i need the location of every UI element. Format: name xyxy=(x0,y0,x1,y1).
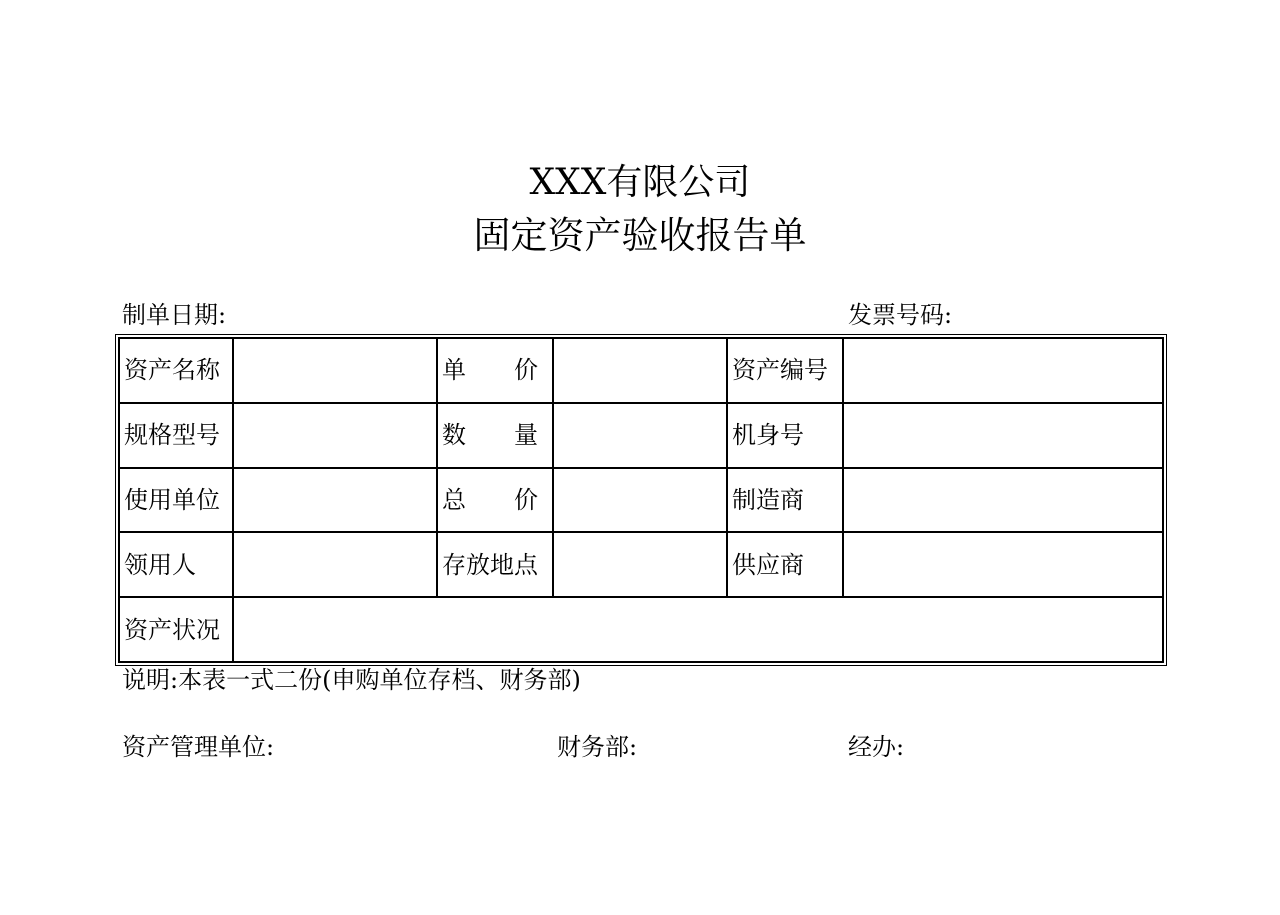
total-price-field[interactable] xyxy=(553,468,727,533)
finance-department-label: 财务部: xyxy=(557,733,638,761)
model-spec-label: 规格型号 xyxy=(119,403,233,468)
recipient-label: 领用人 xyxy=(119,532,233,597)
unit-price-field[interactable] xyxy=(553,338,727,403)
asset-status-label: 资产状况 xyxy=(119,597,233,662)
company-name: XXX有限公司 xyxy=(529,162,751,203)
manufacturer-field[interactable] xyxy=(843,468,1163,533)
creation-date-label: 制单日期: xyxy=(122,301,227,329)
table-row xyxy=(119,403,1163,468)
quantity-label: 数 量 xyxy=(437,403,553,468)
supplier-field[interactable] xyxy=(843,532,1163,597)
asset-name-label: 资产名称 xyxy=(119,338,233,403)
manufacturer-label: 制造商 xyxy=(727,468,843,533)
handler-label: 经办: xyxy=(848,733,905,761)
unit-price-label: 单 价 xyxy=(437,338,553,403)
serial-number-field[interactable] xyxy=(843,403,1163,468)
supplier-label: 供应商 xyxy=(727,532,843,597)
asset-acceptance-table xyxy=(118,337,1164,663)
table-row xyxy=(119,597,1163,662)
asset-status-field[interactable] xyxy=(233,597,1163,662)
table-row xyxy=(119,468,1163,533)
asset-management-unit-label: 资产管理单位: xyxy=(122,733,275,761)
quantity-field[interactable] xyxy=(553,403,727,468)
storage-location-label: 存放地点 xyxy=(437,532,553,597)
asset-number-field[interactable] xyxy=(843,338,1163,403)
table-row xyxy=(119,532,1163,597)
form-title: 固定资产验收报告单 xyxy=(473,214,807,257)
asset-form-frame xyxy=(115,334,1167,666)
using-unit-label: 使用单位 xyxy=(119,468,233,533)
asset-number-label: 资产编号 xyxy=(727,338,843,403)
serial-number-label: 机身号 xyxy=(727,403,843,468)
form-note: 说明:本表一式二份(申购单位存档、财务部) xyxy=(122,666,581,694)
total-price-label: 总 价 xyxy=(437,468,553,533)
invoice-number-label: 发票号码: xyxy=(848,301,953,329)
recipient-field[interactable] xyxy=(233,532,437,597)
asset-name-field[interactable] xyxy=(233,338,437,403)
storage-location-field[interactable] xyxy=(553,532,727,597)
table-row xyxy=(119,338,1163,403)
using-unit-field[interactable] xyxy=(233,468,437,533)
model-spec-field[interactable] xyxy=(233,403,437,468)
